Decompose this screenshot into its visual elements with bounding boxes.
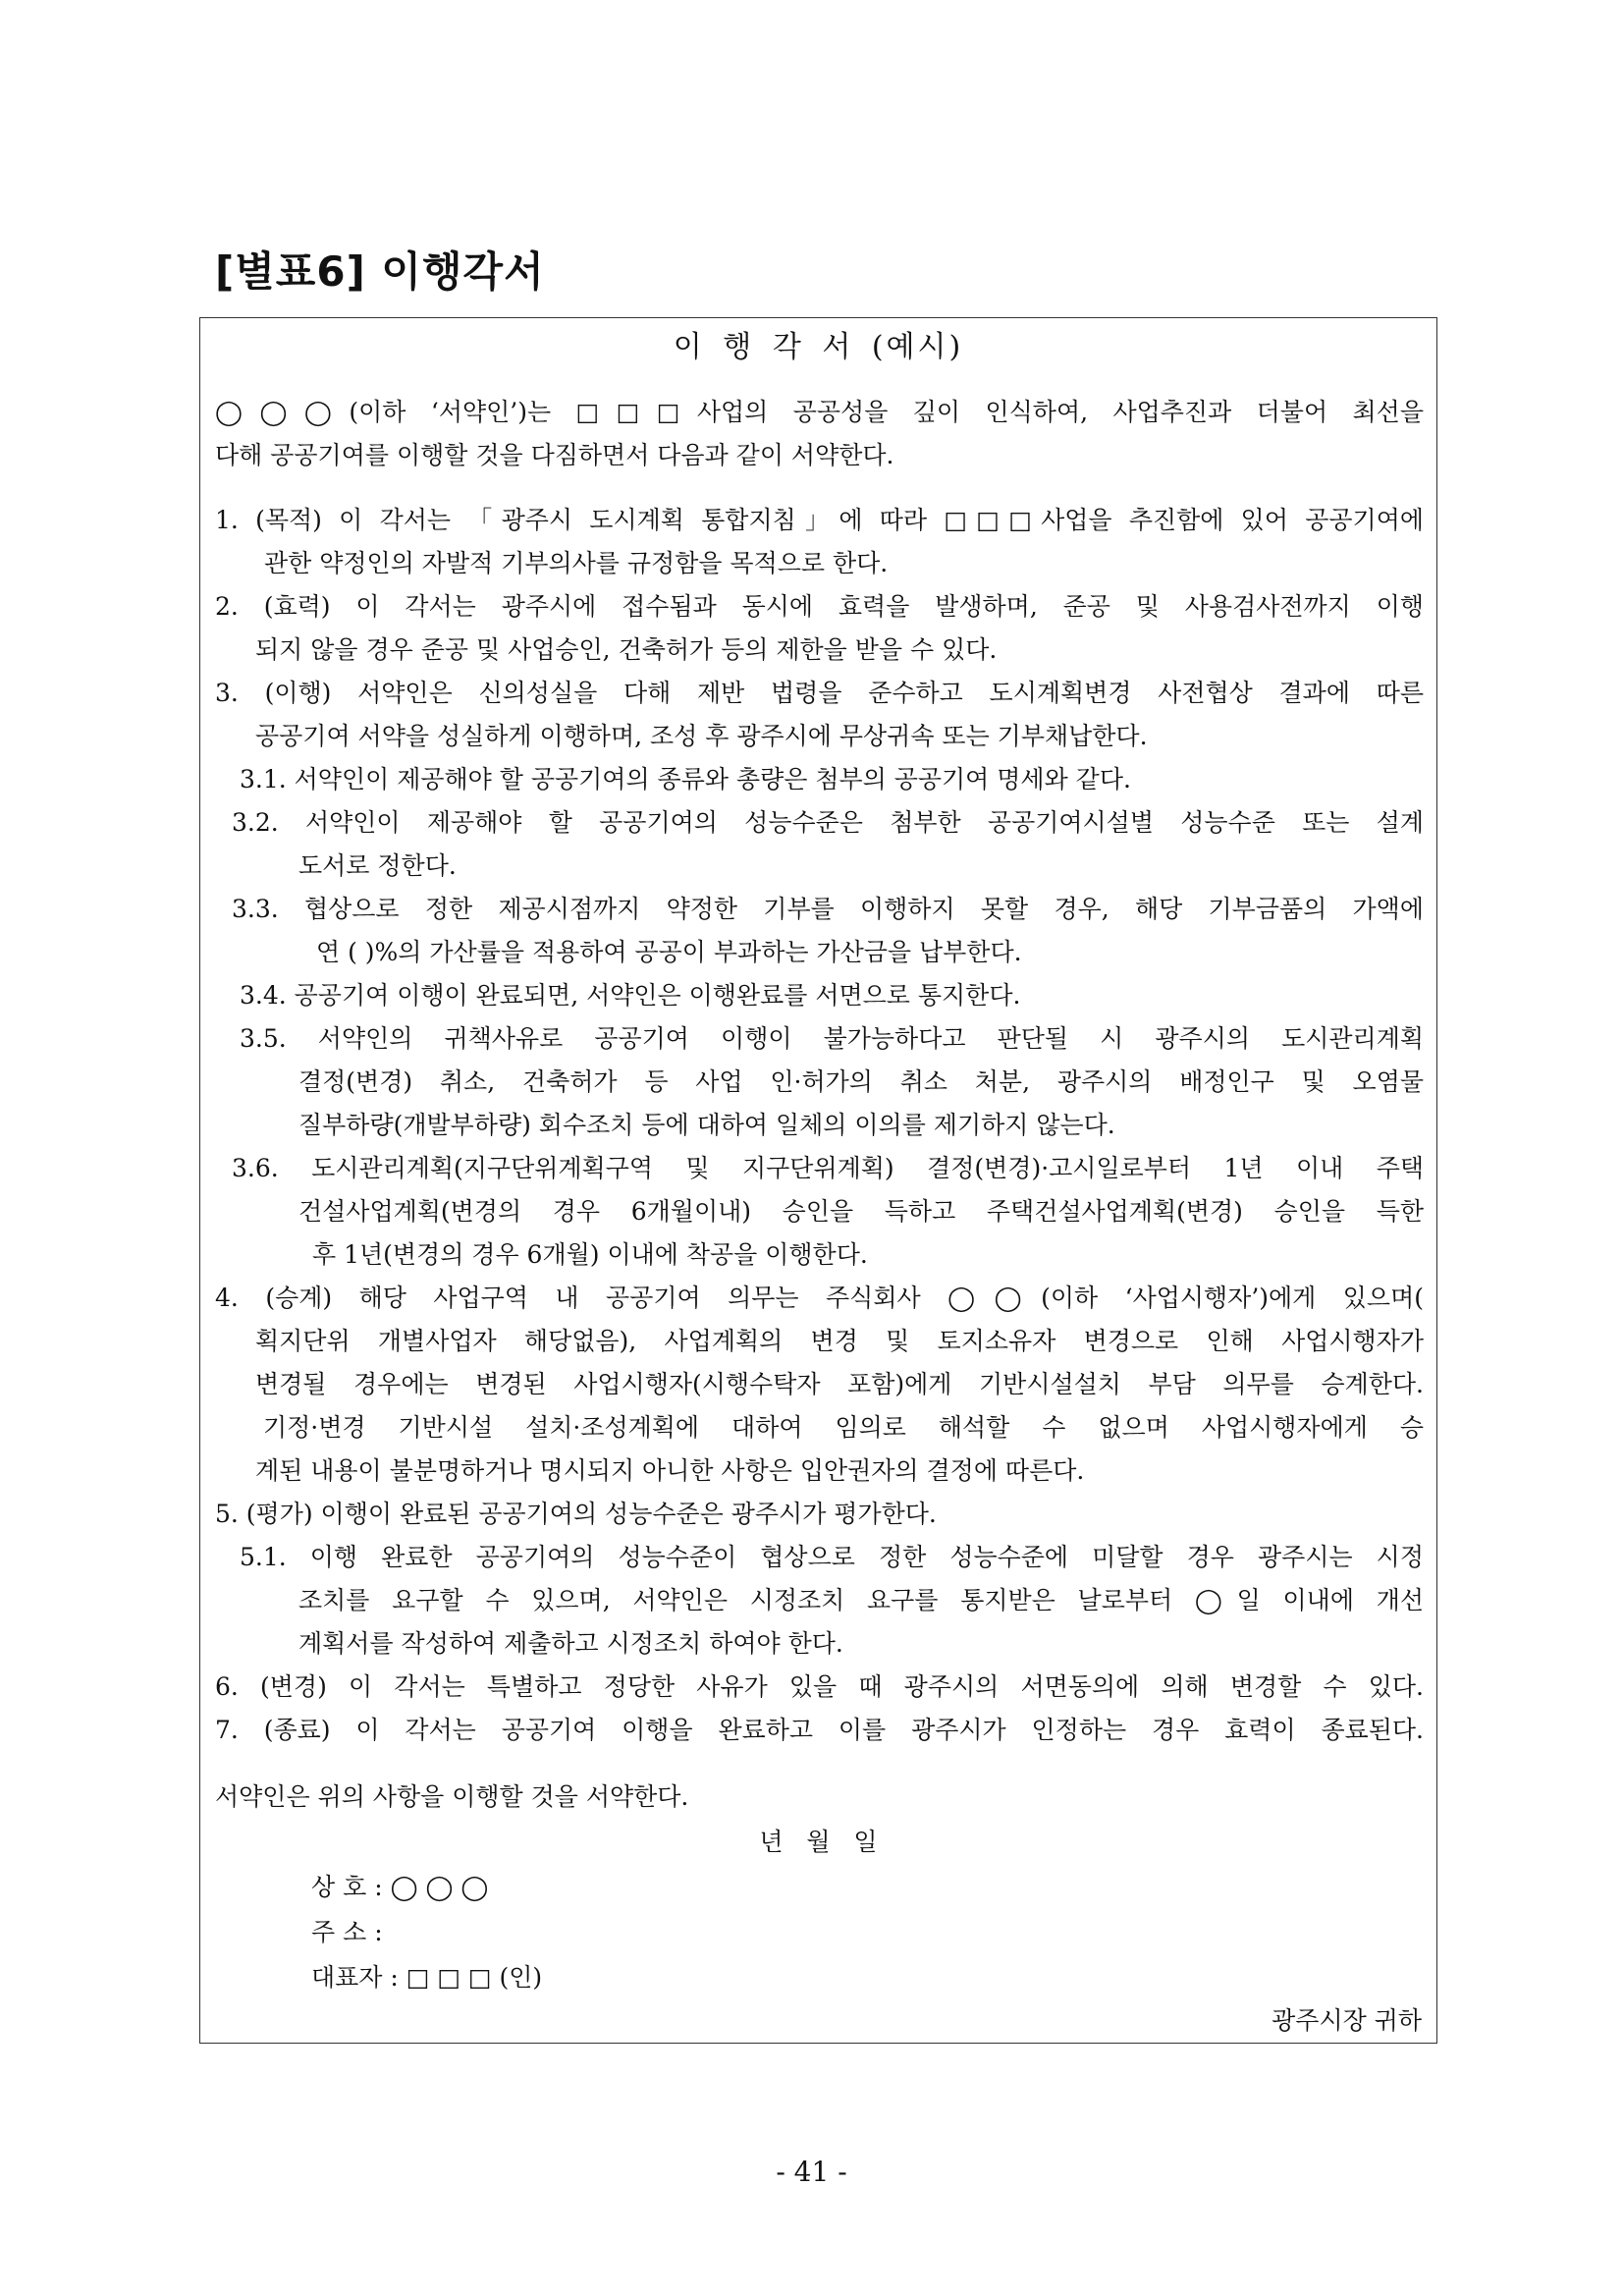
clause-3-3-cont: 연 ( )%의 가산률을 적용하여 공공이 부과하는 가산금을 납부한다. xyxy=(316,938,1022,966)
clause-3-4: 3.4. 공공기여 이행이 완료되면, 서약인은 이행완료를 서면으로 통지한다. xyxy=(240,981,1021,1010)
clause-4-cont: 변경될 경우에는 변경된 사업시행자(시행수탁자 포함)에게 기반시설설치 부담 의무를 승계한다. xyxy=(255,1370,1424,1398)
clause-2-cont: 되지 않을 경우 준공 및 사업승인, 건축허가 등의 제한을 받을 수 있다. xyxy=(255,635,998,664)
intro-line: 다해 공공기여를 이행할 것을 다짐하면서 다음과 같이 서약한다. xyxy=(215,441,894,469)
clause-5: 5. (평가) 이행이 완료된 공공기여의 성능수준은 광주시가 평가한다. xyxy=(215,1500,937,1528)
intro-line: ◯◯◯(이하 ‘서약인’)는 □□□사업의 공공성을 깊이 인식하여, 사업추진과 더불어 최선을 xyxy=(215,398,1424,426)
page-heading: [별표6] 이행각서 xyxy=(215,247,545,296)
clause-3-2: 3.2. 서약인이 제공해야 할 공공기여의 성능수준은 첨부한 공공기여시설별 성능수준 또는 설계 xyxy=(232,808,1424,837)
clause-3-cont: 공공기여 서약을 성실하게 이행하며, 조성 후 광주시에 무상귀속 또는 기부채납한다. xyxy=(255,722,1148,750)
clause-5-1-cont: 조치를 요구할 수 있으며, 서약인은 시정조치 요구를 통지받은 날로부터 ◯일 이내에 개선 xyxy=(298,1586,1424,1614)
closing-statement: 서약인은 위의 사항을 이행할 것을 서약한다. xyxy=(215,1782,689,1811)
signature-address: 주 소 : xyxy=(311,1918,383,1946)
clause-3-6-cont: 건설사업계획(변경의 경우 6개월이내) 승인을 득하고 주택건설사업계획(변경) 승인을 득한 xyxy=(298,1197,1424,1226)
clause-4: 4. (승계) 해당 사업구역 내 공공기여 의무는 주식회사 ◯◯(이하 ‘사업시행자’)에게 있으며( xyxy=(215,1284,1424,1312)
addressee: 광주시장 귀하 xyxy=(1271,2006,1422,2035)
clause-3-2-cont: 도서로 정한다. xyxy=(298,851,457,880)
clause-5-1-cont: 계획서를 작성하여 제출하고 시정조치 하여야 한다. xyxy=(298,1629,843,1658)
clause-5-1: 5.1. 이행 완료한 공공기여의 성능수준이 협상으로 정한 성능수준에 미달할 경우 광주시는 시정 xyxy=(240,1543,1424,1571)
clause-3-5-cont: 결정(변경) 취소, 건축허가 등 사업 인·허가의 취소 처분, 광주시의 배정인구 및 오염물 xyxy=(298,1067,1424,1096)
clause-3-1: 3.1. 서약인이 제공해야 할 공공기여의 종류와 총량은 첨부의 공공기여 명세와 같다. xyxy=(240,765,1131,793)
page-number: - 41 - xyxy=(776,2156,847,2188)
clause-4-cont: 획지단위 개별사업자 해당없음), 사업계획의 변경 및 토지소유자 변경으로 인해 사업시행자가 xyxy=(255,1327,1424,1355)
clause-3-5: 3.5. 서약인의 귀책사유로 공공기여 이행이 불가능하다고 판단될 시 광주시의 도시관리계획 xyxy=(240,1024,1424,1053)
clause-2: 2. (효력) 이 각서는 광주시에 접수됨과 동시에 효력을 발생하며, 준공 및 사용검사전까지 이행 xyxy=(215,592,1424,621)
clause-3-3: 3.3. 협상으로 정한 제공시점까지 약정한 기부를 이행하지 못할 경우, 해당 기부금품의 가액에 xyxy=(232,895,1424,923)
clause-6: 6. (변경) 이 각서는 특별하고 정당한 사유가 있을 때 광주시의 서면동의에 의해 변경할 수 있다. xyxy=(215,1672,1424,1701)
signature-company: 상 호 : ◯ ◯ ◯ xyxy=(311,1873,489,1901)
clause-3-6-cont: 후 1년(변경의 경우 6개월) 이내에 착공을 이행한다. xyxy=(312,1240,868,1269)
clause-1-cont: 관한 약정인의 자발적 기부의사를 규정함을 목적으로 한다. xyxy=(264,549,889,577)
document-title: 이 행 각 서 (예시) xyxy=(673,330,964,364)
signature-representative: 대표자 : □ □ □ (인) xyxy=(311,1963,543,1992)
date-line: 년 월 일 xyxy=(759,1828,878,1856)
clause-3: 3. (이행) 서약인은 신의성실을 다해 제반 법령을 준수하고 도시계획변경 사전협상 결과에 따른 xyxy=(215,679,1424,707)
pledge-box xyxy=(199,317,1437,2044)
clause-3-5-cont: 질부하량(개발부하량) 회수조치 등에 대하여 일체의 이의를 제기하지 않는다. xyxy=(298,1111,1115,1139)
clause-4-cont: 기정·변경 기반시설 설치·조성계획에 대하여 임의로 해석할 수 없으며 사업시행자에게 승 xyxy=(263,1413,1424,1442)
clause-1: 1. (목적) 이 각서는 「광주시 도시계획 통합지침」에 따라 □□□사업을 추진함에 있어 공공기여에 xyxy=(215,506,1424,534)
clause-3-6: 3.6. 도시관리계획(지구단위계획구역 및 지구단위계획) 결정(변경)·고시일로부터 1년 이내 주택 xyxy=(232,1154,1424,1182)
clause-4-cont: 계된 내용이 불분명하거나 명시되지 아니한 사항은 입안권자의 결정에 따른다. xyxy=(255,1456,1085,1485)
clause-7: 7. (종료) 이 각서는 공공기여 이행을 완료하고 이를 광주시가 인정하는 경우 효력이 종료된다. xyxy=(215,1716,1424,1744)
